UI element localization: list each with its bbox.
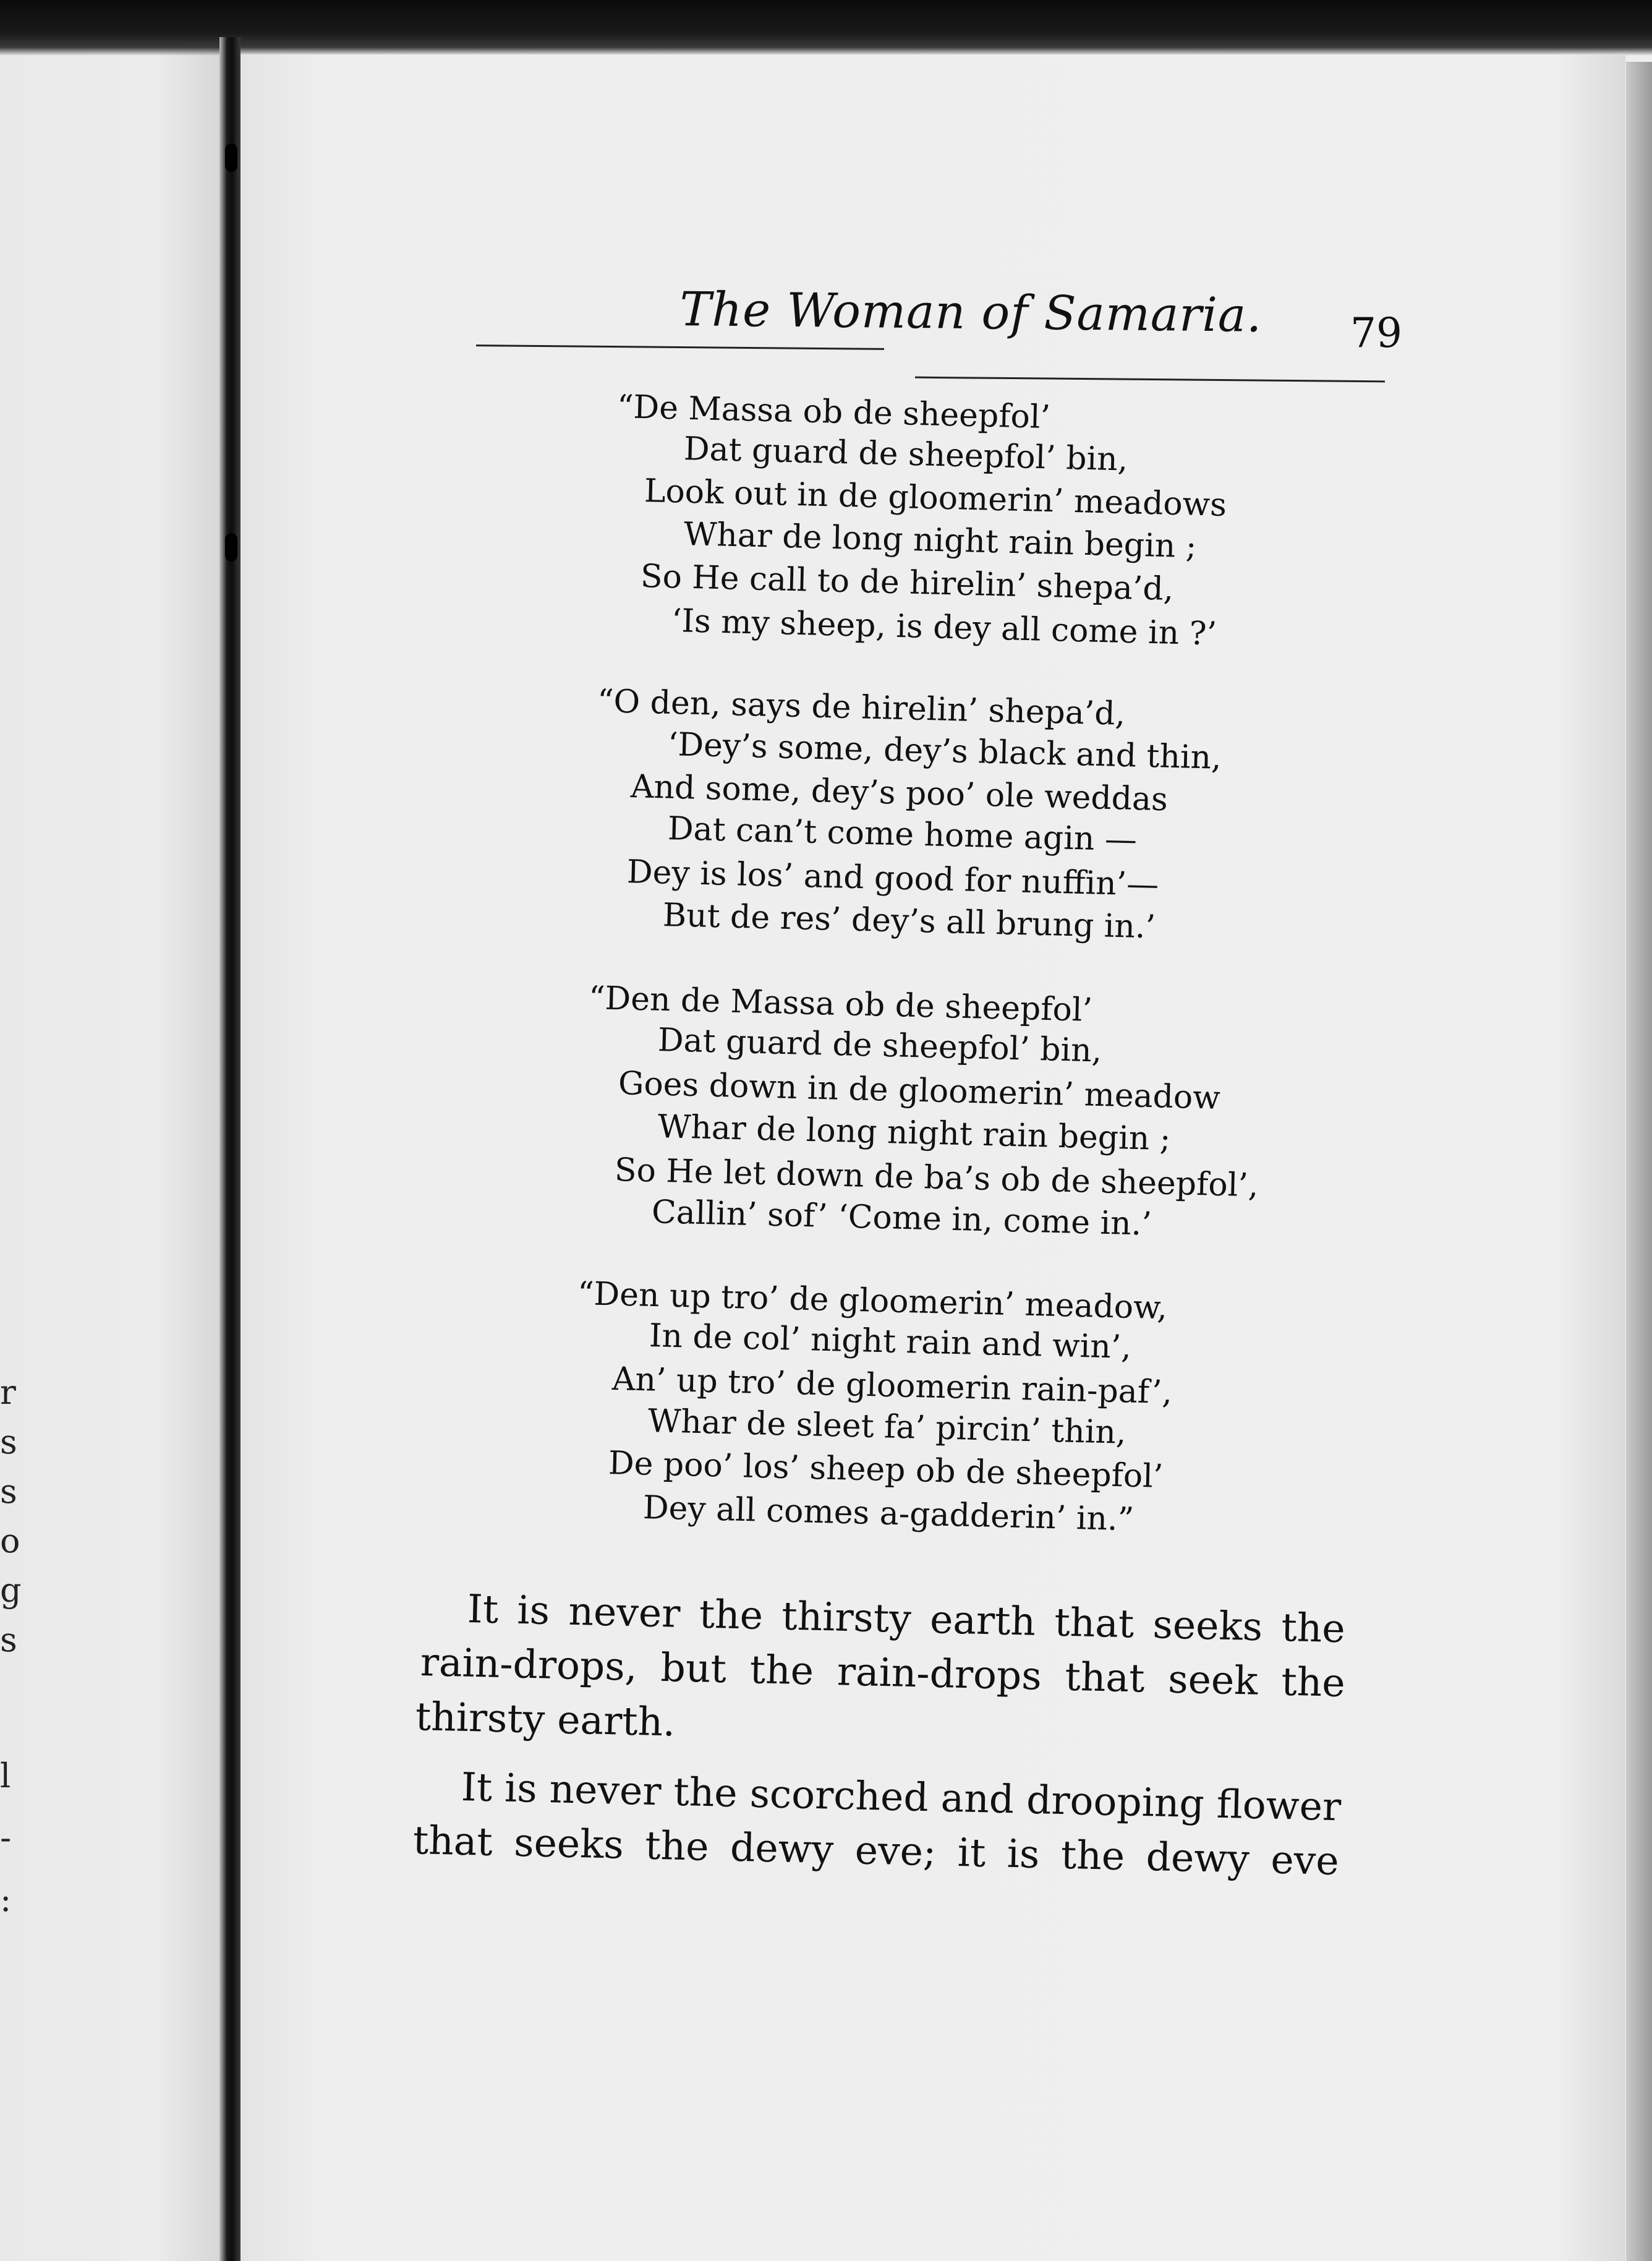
prose-line: that seeks the dewy eve; it is the dewy eve (412, 1818, 1340, 1884)
poem-line: Dat guard de sheepfol’ bin, (683, 430, 1128, 479)
page-number: 79 (1350, 309, 1402, 357)
poem-line: ‘Is my sheep, is dey all come in ?’ (671, 602, 1217, 653)
poem-line: Whar de long night rain begin ; (683, 516, 1198, 566)
poem-line: Callin’ sof’ ‘Come in, come in.’ (651, 1194, 1152, 1243)
poem-line: And some, dey’s poo’ ole weddas (630, 768, 1169, 819)
poem-line: Dey all comes a-gadderin’ in.” (642, 1489, 1135, 1539)
poem-line: So He call to de hirelin’ shepa’d, (640, 558, 1174, 609)
prose-line: rain-drops, but the rain-drops that seek the (420, 1639, 1346, 1706)
left-edge-fragment: s (0, 1620, 17, 1659)
poem-line: De poo’ los’ sheep ob de sheepfol’ (608, 1445, 1164, 1495)
poem-line: “Den up tro’ de gloomerin’ meadow, (577, 1275, 1168, 1327)
poem-line: So He let down de ba’s ob de sheepfol’, (614, 1152, 1259, 1205)
poem-line: ‘Dey’s some, dey’s black and thin, (667, 726, 1222, 777)
poem-line: Look out in de gloomerin’ meadows (644, 472, 1227, 524)
poem-line: But de res’ dey’s all brung in.’ (662, 897, 1156, 946)
left-edge-fragment: - (0, 1818, 12, 1857)
poem-line: “O den, says de hirelin’ shepa’d, (597, 683, 1126, 733)
poem-line: Whar de long night rain begin ; (657, 1108, 1172, 1158)
poem-line: Goes down in de gloomerin’ meadow (618, 1065, 1221, 1117)
poem-line: Dey is los’ and good for nuffin’— (626, 853, 1159, 904)
running-head: The Woman of Samaria. (679, 281, 1262, 343)
left-edge-fragment: g (0, 1571, 22, 1610)
poem-line: An’ up tro’ de gloomerin rain-paf’, (611, 1361, 1173, 1412)
left-edge-fragment: s (0, 1422, 17, 1461)
poem-line: Dat guard de sheepfol’ bin, (657, 1022, 1102, 1070)
poem-line: “De Massa ob de sheepfol’ (616, 388, 1051, 437)
left-edge-fragment: l (0, 1756, 11, 1795)
left-edge-fragment: : (0, 1880, 12, 1919)
poem-line: Dat can’t come home agin — (667, 810, 1138, 859)
left-edge-fragment: r (0, 1373, 16, 1412)
prose-line: thirsty earth. (415, 1694, 676, 1745)
left-edge-fragment: s (0, 1472, 17, 1511)
prose-line: It is never the thirsty earth that seeks the (467, 1586, 1346, 1652)
prose-line: It is never the scorched and drooping flower (461, 1764, 1342, 1830)
poem-line: In de col’ night rain and win’, (649, 1317, 1132, 1367)
left-edge-fragment: o (0, 1521, 20, 1560)
poem-line: “Den de Massa ob de sheepfol’ (588, 980, 1093, 1029)
poem-line: Whar de sleet fa’ pircin’ thin, (647, 1403, 1127, 1451)
